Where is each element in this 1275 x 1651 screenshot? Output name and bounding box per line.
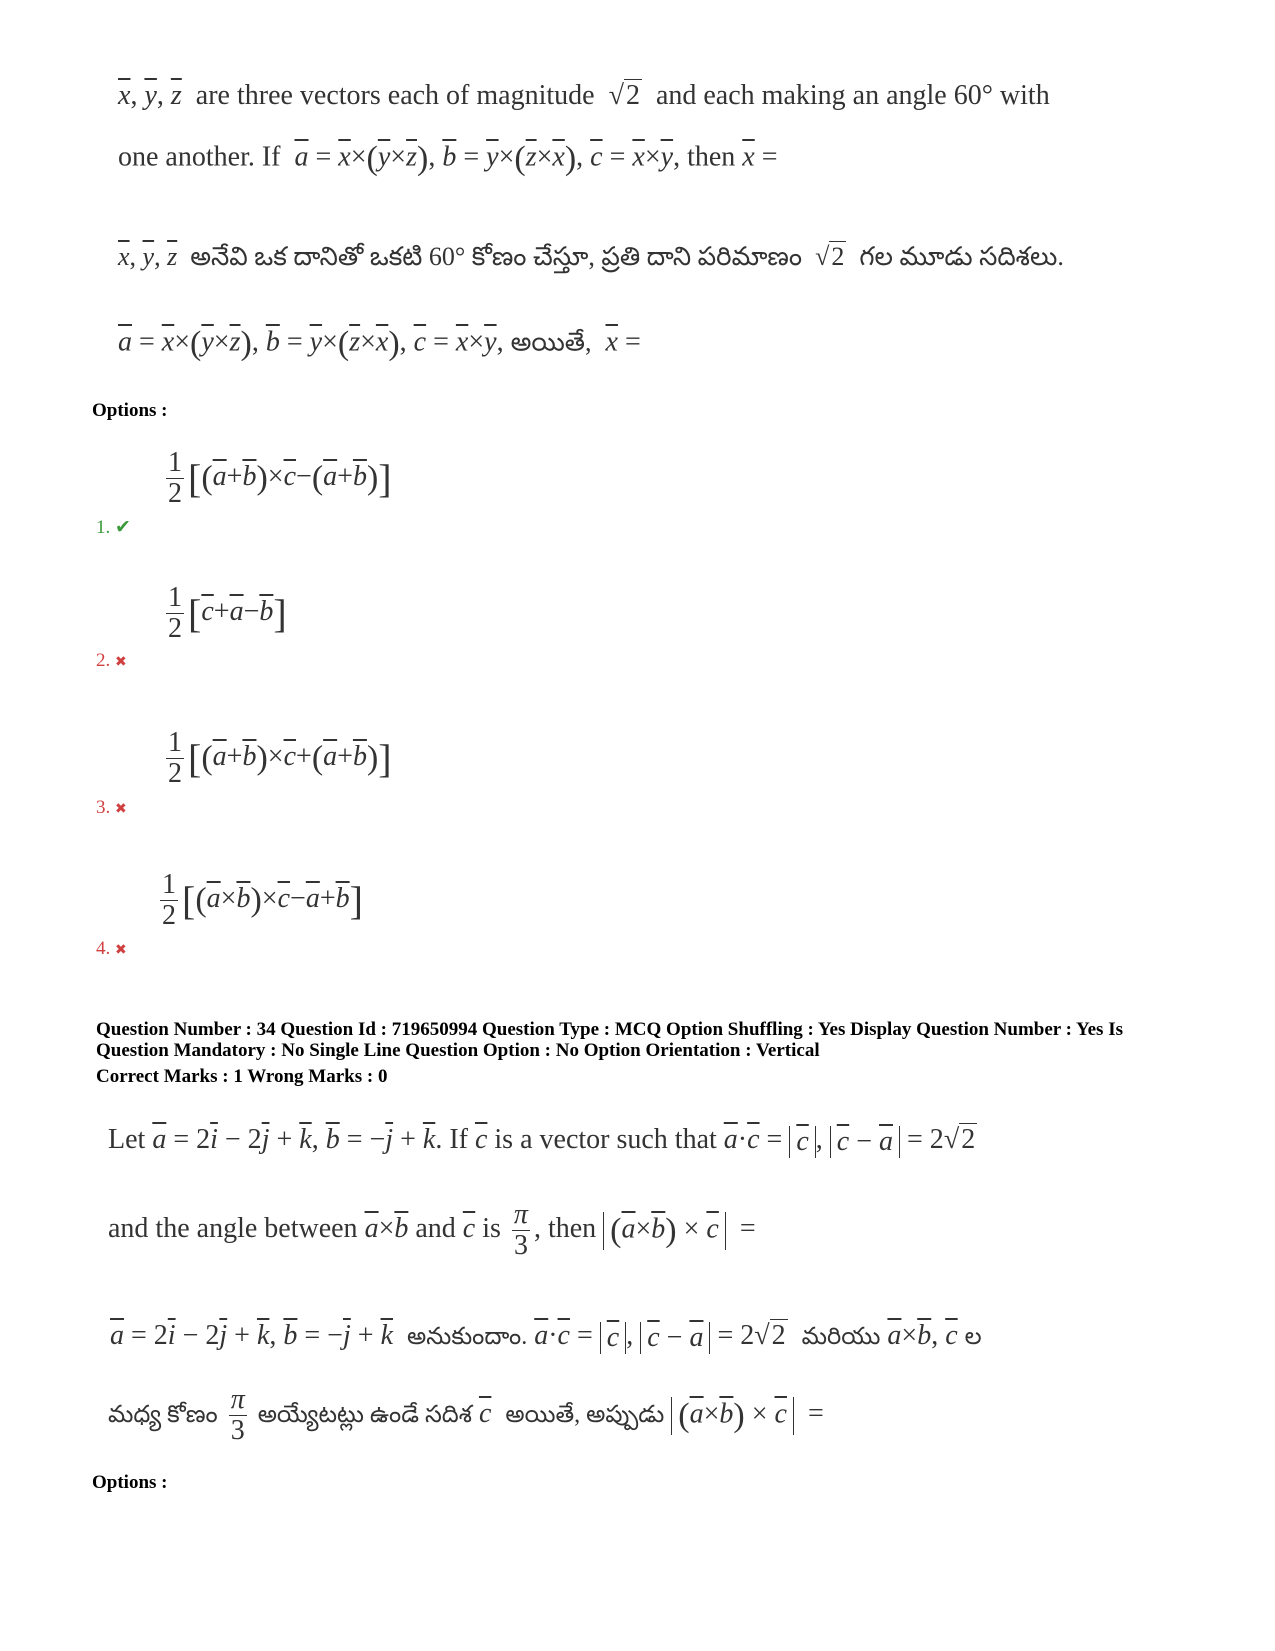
option-1-formula[interactable]: $\frac{1}{2}$ $[(\overline{a}+\overline{b})\times\overline{c}-(\overline{a}+\overline{b})]$ bbox=[168, 447, 392, 509]
option-2-number: 2. ✖ bbox=[96, 650, 127, 671]
wrong-cross-icon: ✖ bbox=[115, 802, 127, 817]
q34-te-line2: మధ్య కోణం $\frac{\pi}{3}$ అయ్యేటట్లు ఉండే సదిశ $\overline{c}$ అయితే, అప్పుడు $(\overline{a}\times\overline{b}) \times \overline{c}$ = bbox=[108, 1384, 824, 1446]
q33-en-line2: one another. If $\overline{a} = \overline{x}\times(\overline{y}\times\overline{z})$, $\overline{b} = \overline{y}\times(\overline{z}\times\overline{x})$, $\overline{c} = \overline{x}\times\overline{y}$, then $\overline{x}$ = bbox=[118, 140, 778, 177]
q33-en-line1: $\overline{x}$, $\overline{y}$, $\overline{z}$ are three vectors each of magnitude √2 and each making an angle 60° with bbox=[118, 80, 1050, 111]
option-3-formula[interactable]: $\frac{1}{2}$ $[(\overline{a}+\overline{b})\times\overline{c}+(\overline{a}+\overline{b})]$ bbox=[168, 727, 392, 789]
options-label: Options : bbox=[92, 400, 168, 421]
option-2-formula[interactable]: $\frac{1}{2}$ $[\overline{c}+\overline{a}-\overline{b}]$ bbox=[168, 582, 287, 644]
q34-marks: Correct Marks : 1 Wrong Marks : 0 bbox=[96, 1066, 388, 1087]
option-4-formula[interactable]: $\frac{1}{2}$ $[(\overline{a}\times\overline{b})\times\overline{c}-\overline{a}+\overline{b}]$ bbox=[162, 869, 363, 931]
q34-en-line2: and the angle between $\overline{a}\times\overline{b}$ and $\overline{c}$ is $\frac{\pi}{3}$ , then $(\overline{a}\times\overline{b}) \times \overline{c}$ = bbox=[108, 1199, 756, 1261]
option-3-number: 3. ✖ bbox=[96, 797, 127, 818]
wrong-cross-icon: ✖ bbox=[115, 943, 127, 958]
q33-te-line1: $\overline{x}$, $\overline{y}$, $\overline{z}$ అనేవి ఒక దానితో ఒకటి 60° కోణం చేస్తూ, ప్రతి దాని పరిమాణం √2 గల మూడు సదిశలు. bbox=[118, 242, 1064, 271]
q33-te-line2: $\overline{a} = \overline{x}\times(\overline{y}\times\overline{z})$, $\overline{b} = \overline{y}\times(\overline{z}\times\overline{x})$, $\overline{c} = \overline{x}\times\overline{y}$, అయితే, $\overline{x}$ = bbox=[118, 325, 641, 362]
q34-te-line1: $\overline{a} = 2\overline{i} - 2\overline{j} + \overline{k}$, $\overline{b} = -\overline{j} + \overline{k}$ అనుకుందాం. $\overline{a}\cdot\overline{c} = \overline{c}$ , $\overline{c} - \overline{a} = 2√2$ మరియు $\overline{a}\times\overline{b}$, $\overline{c}$ ల bbox=[110, 1320, 982, 1353]
option-1-number: 1. ✔ bbox=[96, 517, 131, 538]
wrong-cross-icon: ✖ bbox=[115, 655, 127, 670]
q34-meta-line2: Question Mandatory : No Single Line Question Option : No Option Orientation : Vertical bbox=[96, 1040, 820, 1061]
correct-check-icon: ✔ bbox=[115, 517, 131, 538]
q34-options-label: Options : bbox=[92, 1472, 168, 1493]
q34-en-line1: Let $\overline{a} = 2\overline{i} - 2\overline{j} + \overline{k}$, $\overline{b} = -\overline{j} + \overline{k}$. If $\overline{c}$ is a vector such that $\overline{a}\cdot\overline{c} = \overline{c}$ , $\overline{c} - \overline{a} = 2√2$ bbox=[108, 1124, 976, 1157]
option-4-number: 4. ✖ bbox=[96, 938, 127, 959]
q34-meta-line1: Question Number : 34 Question Id : 719650994 Question Type : MCQ Option Shuffling : Yes Display Question Number : Yes Is bbox=[96, 1019, 1123, 1040]
